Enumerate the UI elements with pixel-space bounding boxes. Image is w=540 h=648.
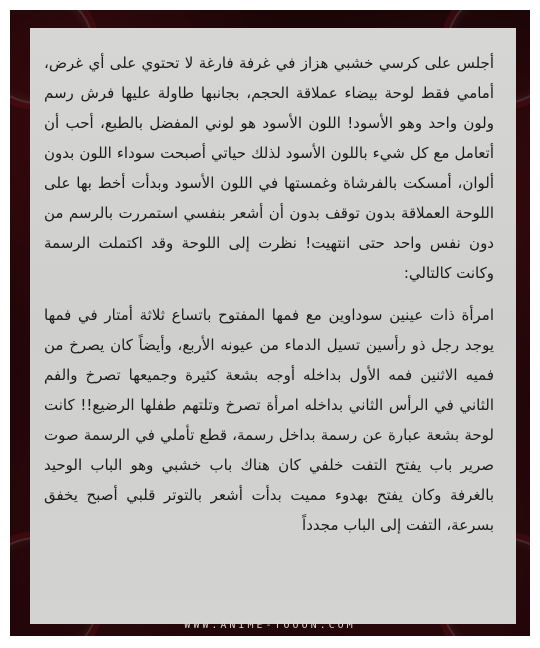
site-watermark: WWW.ANIME-TOOON.COM	[184, 620, 356, 631]
story-page	[30, 28, 516, 624]
paragraph-2: امرأة ذات عينين سوداوين مع فمها المفتوح باتساع ثلاثة أمتار في فمها يوجد رجل ذو رأسين تسيل الدماء من عيونه الأربع، وأيضاً كان يصرخ من فميه الاثنين فمه الأول بداخله أوجه بشعة كثيرة وجميعها تصرخ والفم الثاني في الرأس الثاني بداخله امرأة تصرخ وتلتهم طفلها الرضيع!! كانت لوحة بشعة عبارة عن رسمة بداخل رسمة، قطع تأملي في الرسمة صوت صرير باب يفتح التفت خلفي كان هناك باب خشبي وهو الباب الوحيد بالغرفة وكان يفتح بهدوء مميت بدأت أشعر بالتوتر قلبي أصبح يخفق بسرعة، التفت إلى الباب مجدداً	[44, 306, 494, 534]
story-text	[30, 28, 516, 540]
ornamental-frame	[10, 10, 530, 636]
paragraph-1: أجلس على كرسي خشبي هزاز في غرفة فارغة لا تحتوي على أي غرض، أمامي فقط لوحة بيضاء عملاقة الحجم، بجانبها طاولة عليها فرش رسم ولون واحد وهو الأسود! اللون الأسود هو لوني المفضل بالطبع، أحب أن أتعامل مع كل شيء باللون الأسود لذلك حياتي أصبحت سوداء اللون بدون ألوان، أمسكت بالفرشاة وغمستها في اللون الأسود وبدأت أخط بها على اللوحة العملاقة بدون توقف بدون أن أشعر بنفسي استمررت بالرسم من دون نفس واحد حتى انتهيت! نظرت إلى اللوحة وقد اكتملت الرسمة وكانت كالتالي:	[44, 54, 494, 282]
